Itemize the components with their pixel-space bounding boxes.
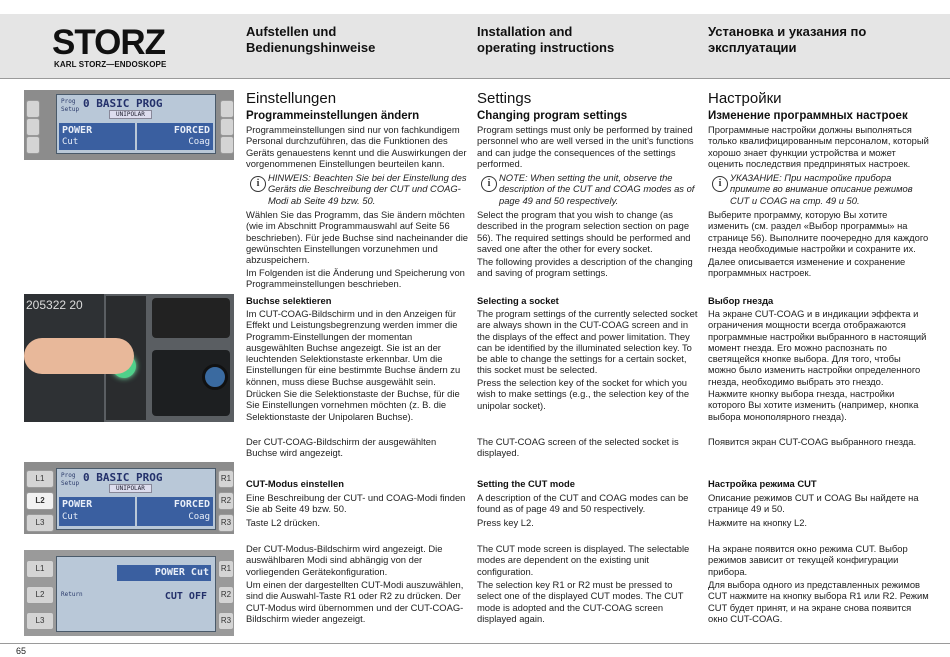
- key-r2: R2: [218, 492, 234, 510]
- forced-label: FORCED: [173, 125, 210, 136]
- de-screen-shown: Der CUT-COAG-Bildschirm der ausgewählten Buchse wird angezeigt.: [246, 436, 437, 459]
- power-label: POWER: [62, 499, 93, 510]
- coag-box: [137, 497, 213, 526]
- serial-label: 205322 20: [26, 298, 83, 312]
- info-icon: i: [712, 176, 728, 192]
- forced-label: FORCED: [173, 499, 210, 510]
- program-title: 0 BASIC PROG: [83, 471, 163, 484]
- socket-blue: [202, 364, 228, 390]
- cut-label: Cut: [62, 137, 79, 147]
- cut-label: Cut: [62, 512, 79, 522]
- en-screen-shown: The CUT-COAG screen of the selected socket is displayed.: [477, 436, 679, 459]
- key-r1: R1: [218, 470, 234, 488]
- prog-label: Prog: [61, 98, 76, 105]
- info-icon: i: [250, 176, 266, 192]
- key-l2: L2: [26, 492, 54, 510]
- en-cut-select: The selection key R1 or R2 must be pressed to select one of the displayed CUT modes. The CUT mode is adopted and the CUT-COAG screen displayed again.: [477, 579, 684, 624]
- header-title-de: Aufstellen und Bedienungshinweise: [246, 24, 376, 55]
- de-cut-select: Um einen der dargestellten CUT-Modi auszuwählen, sind die Auswahl-Taste R1 oder R2 zu drücken. Der CUT-Modus wird übernommen und der CUT-COAG-Bildschirm wieder angezeigt.: [246, 579, 464, 624]
- en-cut-heading: Setting the CUT mode: [477, 478, 575, 489]
- socket-upper: [152, 298, 230, 338]
- cut-box: [59, 497, 135, 526]
- en-cut-description: A description of the CUT and COAG modes can be found as of page 49 and 50 respectively.: [477, 492, 689, 515]
- en-intro: Program settings must only be performed by trained personnel who are well versed in the unit’s functions and can judge the consequences of the settings performed.: [477, 124, 694, 169]
- lcd-screen: [56, 94, 216, 154]
- ru-select-program: Выберите программу, которую Вы хотите изменить (см. раздел «Выбор программы» на странице 56). Выполните поочередно для каждого гнезда необходимые настройки и сохраните их.: [708, 209, 929, 254]
- coag-label: Coag: [188, 137, 210, 147]
- prog-label: Prog: [61, 472, 76, 479]
- ru-socket-heading: Выбор гнезда: [708, 295, 774, 306]
- key-r3: [220, 136, 234, 154]
- key-l3: [26, 136, 40, 154]
- key-l1: L1: [26, 560, 54, 578]
- lcd-screen: [56, 468, 216, 530]
- ru-screen-shown: Появится экран CUT-COAG выбранного гнезда.: [708, 436, 917, 447]
- ru-cut-heading: Настройка режима CUT: [708, 478, 817, 489]
- ru-subheading: Изменение программных настроек: [708, 110, 908, 122]
- ru-cut-description: Описание режимов CUT и COAG Вы найдете на странице 49 и 50.: [708, 492, 919, 515]
- socket-selection-photo: [24, 294, 234, 422]
- de-press-l2: Taste L2 drücken.: [246, 517, 321, 528]
- footer-divider: [0, 643, 950, 644]
- key-r2: [220, 118, 234, 136]
- program-title: 0 BASIC PROG: [83, 97, 163, 110]
- en-note: NOTE: When setting the unit, observe the description of the CUT and COAG modes as of page 49 and 50 respectively.: [499, 172, 695, 206]
- key-r1: [220, 100, 234, 118]
- key-l1: [26, 100, 40, 118]
- ru-press-l2: Нажмите на кнопку L2.: [708, 517, 808, 528]
- de-socket-text: Im CUT-COAG-Bildschirm und in den Anzeigen für Effekt und Leistungsbegrenzung werden immer die Programm-Einstellungen der momentan ausgewählten Buchse angezeigt. Sie ist an der leuchtenden Selektionstaste erkennbar. Um die Einstellungen für eine bestimmte Buchse ändern zu können, muss diese Buchse ausgewählt sein.: [246, 308, 461, 387]
- return-label: Return: [61, 591, 83, 598]
- ru-intro: Программные настройки должны выполняться только квалифицированным персоналом, который хорошо знает функции устройства и может оценить последствия предпринятых настроек.: [708, 124, 929, 169]
- en-socket-text: The program settings of the currently selected socket are always shown in the CUT-COAG screen and in the displays of the effect and power limitation. They can be identified by the illuminated selection key. To be able to change the settings for a certain socket, this socket must be selected.: [477, 308, 698, 376]
- en-press-l2: Press key L2.: [477, 517, 534, 528]
- de-subheading: Programmeinstellungen ändern: [246, 110, 420, 122]
- cut-box: [59, 123, 135, 150]
- key-l3: L3: [26, 612, 54, 630]
- de-following: Im Folgenden ist die Änderung und Speicherung von Programmeinstellungen beschrieben.: [246, 267, 465, 290]
- coag-box: [137, 123, 213, 150]
- coag-label: Coag: [188, 512, 210, 522]
- header-title-en: Installation and operating instructions: [477, 24, 615, 55]
- key-l2: L2: [26, 586, 54, 604]
- setup-label: Setup: [61, 106, 80, 113]
- de-cut-description: Eine Beschreibung der CUT- und COAG-Modi finden Sie ab Seite 49 bzw. 50.: [246, 492, 466, 515]
- de-note: HINWEIS: Beachten Sie bei der Einstellung des Geräts die Beschreibung der CUT und COAG-Modi ab Seite 49 bzw. 50.: [268, 172, 467, 206]
- left-keys: [24, 96, 40, 154]
- en-select-program: Select the program that you wish to change (as described in the program selection section on page 56). The required settings should be performed and saved one after the other for every socket.: [477, 209, 691, 254]
- ru-following: Далее описывается изменение и сохранение программных настроек.: [708, 256, 906, 279]
- en-following: The following provides a description of the changing and saving of program settings.: [477, 256, 693, 279]
- page-number: 65: [16, 646, 27, 656]
- program-screen-image: [24, 90, 234, 160]
- storz-logo: STORZ: [52, 23, 165, 62]
- ru-cut-screen: На экране появится окно режима CUT. Выбор режимов зависит от текущей конфигурации прибора.: [708, 543, 908, 577]
- de-socket-heading: Buchse selektieren: [246, 295, 332, 306]
- de-cut-screen: Der CUT-Modus-Bildschirm wird angezeigt. Die auswählbaren Modi sind abhängig von der vorliegenden Gerätekonfiguration.: [246, 543, 443, 577]
- key-l1: L1: [26, 470, 54, 488]
- ru-note: УКАЗАНИЕ: При настройке прибора примите во внимание описание режимов CUT и COAG на стр. 49 и 50.: [730, 172, 913, 206]
- info-icon: i: [481, 176, 497, 192]
- finger: [24, 338, 134, 374]
- en-socket-heading: Selecting a socket: [477, 295, 559, 306]
- power-cut-option: POWER Cut: [117, 565, 211, 581]
- program-screen-keys-image: [24, 462, 234, 534]
- en-subheading: Changing program settings: [477, 110, 628, 122]
- de-socket-press: Drücken Sie die Selektionstaste der Buchse, für die Sie Einstellungen vornehmen möchten (z. B. die Selektionstaste der Unipolaren Buchse).: [246, 388, 460, 422]
- unipolar-tag: UNIPOLAR: [109, 110, 152, 119]
- logo-subtitle: KARL STORZ—ENDOSKOPE: [54, 60, 167, 69]
- power-label: POWER: [62, 125, 93, 136]
- de-cut-heading: CUT-Modus einstellen: [246, 478, 344, 489]
- de-intro: Programmeinstellungen sind nur von fachkundigem Personal durchzuführen, das die Funktionen des Geräts genauestens kennt und die Auswirkungen der vorgenommenen Einstellungen beurteilen kann.: [246, 124, 467, 169]
- key-l3: L3: [26, 514, 54, 532]
- ru-cut-select: Для выбора одного из представленных режимов CUT нажмите на кнопку выбора R1 или R2. Режим CUT будет принят, и на экране снова появится окно CUT-COAG.: [708, 579, 929, 624]
- key-l2: [26, 118, 40, 136]
- cut-mode-screen-image: [24, 550, 234, 636]
- en-heading: Settings: [477, 90, 532, 107]
- key-r3: R3: [218, 514, 234, 532]
- header-divider: [0, 78, 950, 79]
- key-r1: R1: [218, 560, 234, 578]
- de-select-program: Wählen Sie das Programm, das Sie ändern möchten (wie im Abschnitt Programmauswahl auf Seite 56 beschrieben). Für jede Buchse sind nacheinander die gewünschten Einstellungen vorzunehmen und abzuspeichern.: [246, 209, 469, 266]
- de-heading: Einstellungen: [246, 90, 337, 107]
- key-r3: R3: [218, 612, 234, 630]
- ru-socket-text: На экране CUT-COAG и в индикации эффекта и ограничения мощности всегда отображаются программные настройки выбранного в настоящий момент гнезда. Его можно распознать по светящейся кнопке выбора. Для того, чтобы можно было изменить настройки определенного гнезда, необходимо выбрать это гнездо.: [708, 308, 927, 387]
- en-cut-screen: The CUT mode screen is displayed. The selectable modes are dependent on the existing unit configuration.: [477, 543, 690, 577]
- header-title-ru: Установка и указания по эксплуатации: [708, 24, 867, 55]
- key-r2: R2: [218, 586, 234, 604]
- ru-socket-press: Нажмите кнопку выбора гнезда, настройки которого Вы хотите изменить (например, кнопка выбора монополярного гнезда).: [708, 388, 919, 422]
- en-socket-press: Press the selection key of the socket for which you wish to make settings (e.g., the selection key of the unipolar socket).: [477, 377, 690, 411]
- lcd-screen: [56, 556, 216, 632]
- cut-off-option: CUT OFF: [164, 591, 207, 602]
- unipolar-tag: UNIPOLAR: [109, 484, 152, 493]
- ru-heading: Настройки: [708, 90, 782, 107]
- setup-label: Setup: [61, 480, 80, 487]
